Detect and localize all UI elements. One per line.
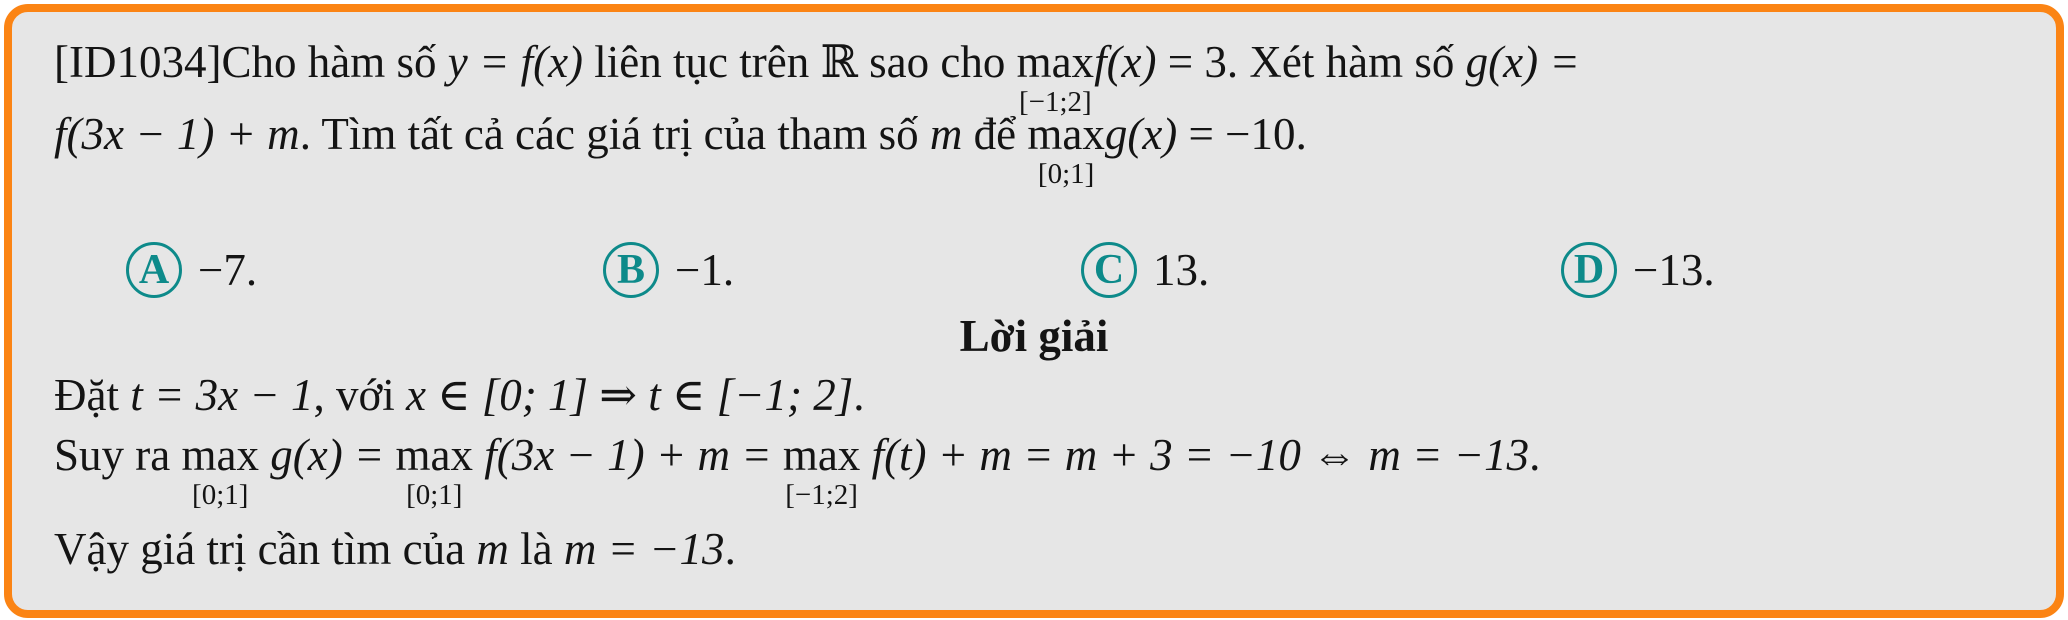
- option-b[interactable]: [603, 240, 734, 300]
- option-a[interactable]: [126, 240, 257, 300]
- max-operator: max [0;1]: [395, 430, 474, 511]
- option-b-value: −1.: [675, 245, 735, 295]
- solution-line-1: Đặt t = 3x − 1, với x ∈ [0; 1] ⇒ t ∈ [−1; 2].: [54, 370, 865, 420]
- question-id: [ID1034]: [54, 37, 222, 87]
- option-c-letter: C: [1081, 242, 1137, 298]
- option-a-value: −7.: [198, 245, 258, 295]
- option-d[interactable]: [1561, 240, 1715, 300]
- question-line-1: [ID1034]Cho hàm số y = f(x) liên tục trên ℝ sao cho max [−1;2] f(x) = 3. Xét hàm số g(x) =: [54, 37, 1580, 118]
- max-operator: max [0;1]: [181, 430, 259, 511]
- solution-line-2: Suy ra max [0;1] g(x) = max [0;1] f(3x − 1) + m = max [−1;2] f(t) + m = m + 3 = −10 ⇔ m = −13.: [54, 430, 1541, 511]
- max-operator: max [0;1]: [1027, 109, 1105, 190]
- reals-symbol: ℝ: [820, 37, 858, 87]
- question-line-2: f(3x − 1) + m. Tìm tất cả các giá trị của tham số m để max [0;1] g(x) = −10.: [54, 109, 1307, 190]
- solution-line-3: Vậy giá trị cần tìm của m là m = −13.: [54, 524, 736, 574]
- max-operator: max [−1;2]: [782, 430, 861, 511]
- option-d-value: −13.: [1633, 245, 1715, 295]
- option-b-letter: B: [603, 242, 659, 298]
- option-a-letter: A: [126, 242, 182, 298]
- max-operator: max [−1;2]: [1016, 37, 1095, 118]
- solution-title: Lời giải: [959, 311, 1109, 361]
- option-d-letter: D: [1561, 242, 1617, 298]
- option-c-value: 13.: [1153, 245, 1210, 295]
- option-c[interactable]: [1081, 240, 1209, 300]
